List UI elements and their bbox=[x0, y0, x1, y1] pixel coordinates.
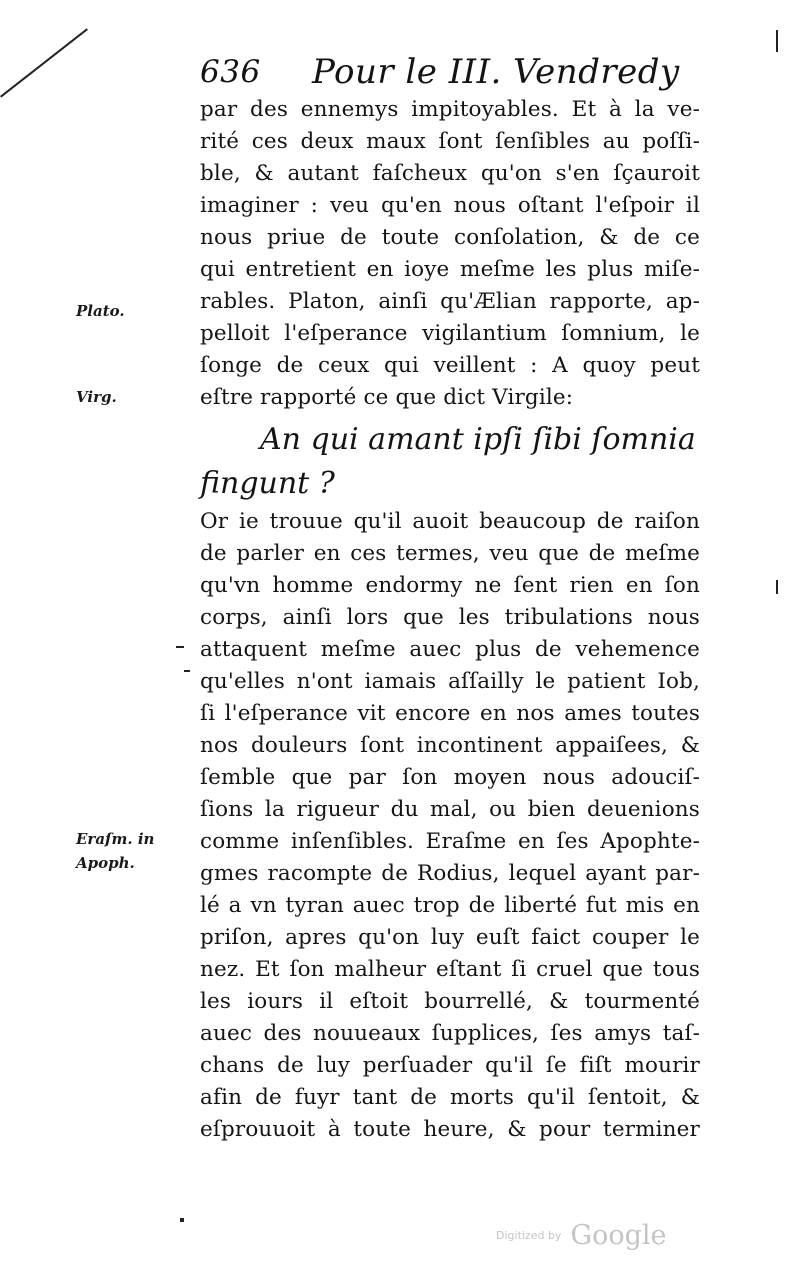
quote-line: An qui amant ipſi ſibi ſomnia bbox=[260, 422, 696, 457]
margin-note-erasmus: Eraſm. in bbox=[76, 830, 155, 848]
scan-edge-tick bbox=[180, 1218, 184, 1222]
text-line: attaquent meſme auec plus de vehemence bbox=[200, 637, 700, 662]
running-head: Pour le III. Vendredy bbox=[312, 52, 680, 92]
text-line: pelloit l'eſperance vigilantium ſomnium, le bbox=[200, 321, 700, 346]
text-line: ſemble que par ſon moyen nous adouciſ- bbox=[200, 765, 700, 790]
verse-quote bbox=[200, 418, 700, 506]
text-line: imaginer : veu qu'en nous oſtant l'eſpoir il bbox=[200, 193, 700, 218]
text-line: eſprouuoit à toute heure, & pour terminer bbox=[200, 1117, 700, 1142]
digitized-by-label: Digitized by bbox=[496, 1229, 562, 1242]
text-line: ſions la rigueur du mal, ou bien deuenions bbox=[200, 797, 700, 822]
text-line: qu'elles n'ont iamais aſſailly le patient Iob, bbox=[200, 669, 700, 694]
scan-edge-tick bbox=[184, 670, 190, 672]
text-line: priſon, apres qu'on luy euſt faict couper le bbox=[200, 925, 700, 950]
page-header bbox=[200, 48, 700, 98]
text-line: corps, ainſi lors que les tribulations nous bbox=[200, 605, 700, 630]
text-line: Or ie trouue qu'il auoit beaucoup de raiſon bbox=[200, 509, 700, 534]
text-line: eſtre rapporté ce que dict Virgile: bbox=[200, 385, 574, 410]
text-line: rité ces deux maux ſont ſenſibles au poſſi- bbox=[200, 129, 700, 154]
text-line: de parler en ces termes, veu que de meſme bbox=[200, 541, 700, 566]
text-line: ble, & autant faſcheux qu'on s'en ſçauroit bbox=[200, 161, 700, 186]
google-wordmark: Google bbox=[570, 1220, 667, 1251]
scan-edge-tick bbox=[176, 646, 184, 648]
text-line: nous priue de toute conſolation, & de ce bbox=[200, 225, 700, 250]
text-line: les iours il eſtoit bourrellé, & tourmenté bbox=[200, 989, 700, 1014]
scan-edge-line bbox=[0, 28, 88, 97]
text-line: ſonge de ceux qui veillent : A quoy peut bbox=[200, 353, 700, 378]
page-number: 636 bbox=[200, 54, 261, 90]
text-line: chans de luy perſuader qu'il ſe fiſt mourir bbox=[200, 1053, 700, 1078]
text-line: par des ennemys impitoyables. Et à la ve- bbox=[200, 97, 700, 122]
text-line: qu'vn homme endormy ne ſent rien en ſon bbox=[200, 573, 700, 598]
text-line: qui entretient en ioye meſme les plus miſe- bbox=[200, 257, 700, 282]
text-line: auec des nouueaux ſupplices, ſes amys taſ- bbox=[200, 1021, 700, 1046]
text-line: nez. Et ſon malheur eſtant ſi cruel que tous bbox=[200, 957, 700, 982]
scan-edge-tick bbox=[776, 30, 778, 52]
paragraph-2 bbox=[200, 506, 700, 1146]
text-line: rables. Platon, ainſi qu'Ælian rapporte, ap- bbox=[200, 289, 700, 314]
paragraph-1 bbox=[200, 94, 700, 414]
text-line: ſi l'eſperance vit encore en nos ames toutes bbox=[200, 701, 700, 726]
text-line: comme inſenſibles. Eraſme en ſes Apophte- bbox=[200, 829, 700, 854]
text-line: afin de fuyr tant de morts qu'il ſentoit, & bbox=[200, 1085, 700, 1110]
scan-edge-tick bbox=[776, 580, 778, 594]
margin-note-plato: Plato. bbox=[76, 302, 125, 320]
margin-note-apophthegmata: Apoph. bbox=[76, 854, 135, 872]
text-line: gmes racompte de Rodius, lequel ayant par- bbox=[200, 861, 700, 886]
text-line: nos douleurs ſont incontinent appaiſees, & bbox=[200, 733, 700, 758]
google-watermark bbox=[496, 1220, 667, 1251]
text-line: lé a vn tyran auec trop de liberté fut mis en bbox=[200, 893, 700, 918]
margin-note-virgil: Virg. bbox=[76, 388, 117, 406]
quote-line: fingunt ? bbox=[200, 466, 335, 501]
